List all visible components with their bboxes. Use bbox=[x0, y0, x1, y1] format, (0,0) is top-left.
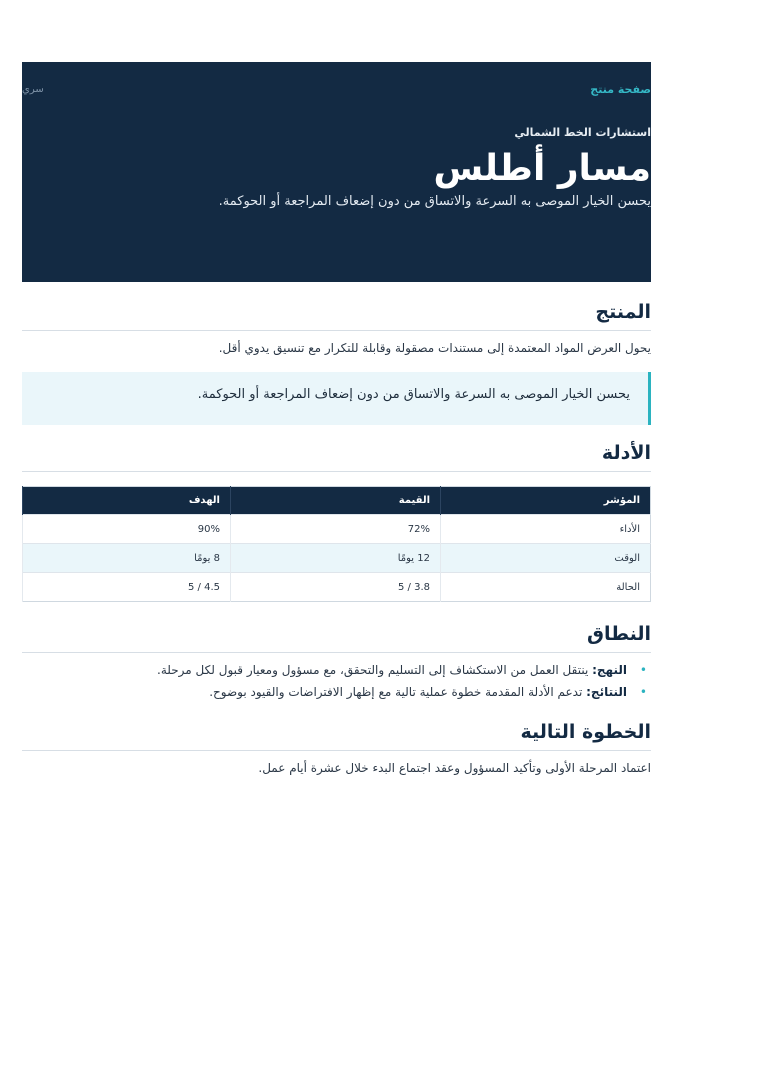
list-item-text: تدعم الأدلة المقدمة خطوة عملية تالية مع إظهار الافتراضات والقيود بوضوح. bbox=[209, 685, 583, 700]
page-subtitle: يحسن الخيار الموصى به السرعة والاتساق من دون إضعاف المراجعة أو الحوكمة. bbox=[218, 194, 651, 209]
highlight-callout: يحسن الخيار الموصى به السرعة والاتساق من دون إضعاف المراجعة أو الحوكمة. bbox=[22, 372, 651, 425]
document-type-label: صفحة منتج bbox=[590, 83, 651, 96]
section-heading-scope: النطاق bbox=[22, 622, 651, 653]
list-item-term: النتائج: bbox=[586, 685, 627, 700]
next-step-description: اعتماد المرحلة الأولى وتأكيد المسؤول وعقد اجتماع البدء خلال عشرة أيام عمل. bbox=[258, 760, 651, 775]
section-heading-next-step: الخطوة التالية bbox=[22, 720, 651, 751]
section-heading-evidence: الأدلة bbox=[22, 441, 651, 472]
table-cell-value: 72% bbox=[231, 515, 441, 544]
bullet-icon: • bbox=[639, 662, 647, 677]
table-cell-target: 4.5 / 5 bbox=[23, 573, 231, 602]
table-cell-target: 8 يومًا bbox=[23, 544, 231, 573]
bullet-icon: • bbox=[639, 685, 647, 700]
organization-name: استشارات الخط الشمالي bbox=[514, 126, 651, 139]
scope-list bbox=[22, 662, 651, 700]
table-row bbox=[23, 544, 651, 573]
evidence-table bbox=[22, 486, 651, 602]
table-header-row bbox=[23, 487, 651, 515]
column-header-value: القيمة bbox=[231, 487, 441, 515]
table-row bbox=[23, 573, 651, 602]
column-header-target: الهدف bbox=[23, 487, 231, 515]
hero-banner bbox=[22, 62, 651, 282]
product-description: يحول العرض المواد المعتمدة إلى مستندات مصقولة وقابلة للتكرار مع تنسيق يدوي أقل. bbox=[218, 340, 651, 355]
table-cell-indicator: الحالة bbox=[441, 573, 651, 602]
document-content bbox=[22, 300, 651, 777]
confidentiality-label: سري bbox=[22, 84, 44, 95]
list-item-term: النهج: bbox=[592, 662, 627, 677]
list-item bbox=[22, 662, 649, 678]
page-title: مسار أطلس bbox=[433, 148, 651, 189]
list-item bbox=[22, 684, 649, 700]
table-cell-target: 90% bbox=[23, 515, 231, 544]
list-item-text: ينتقل العمل من الاستكشاف إلى التسليم والتحقق، مع مسؤول ومعيار قبول لكل مرحلة. bbox=[157, 662, 589, 677]
section-heading-product: المنتج bbox=[22, 300, 651, 331]
table-cell-value: 12 يومًا bbox=[231, 544, 441, 573]
table-cell-indicator: الوقت bbox=[441, 544, 651, 573]
table-row bbox=[23, 515, 651, 544]
table-cell-value: 3.8 / 5 bbox=[231, 573, 441, 602]
table-cell-indicator: الأداء bbox=[441, 515, 651, 544]
column-header-indicator: المؤشر bbox=[441, 487, 651, 515]
